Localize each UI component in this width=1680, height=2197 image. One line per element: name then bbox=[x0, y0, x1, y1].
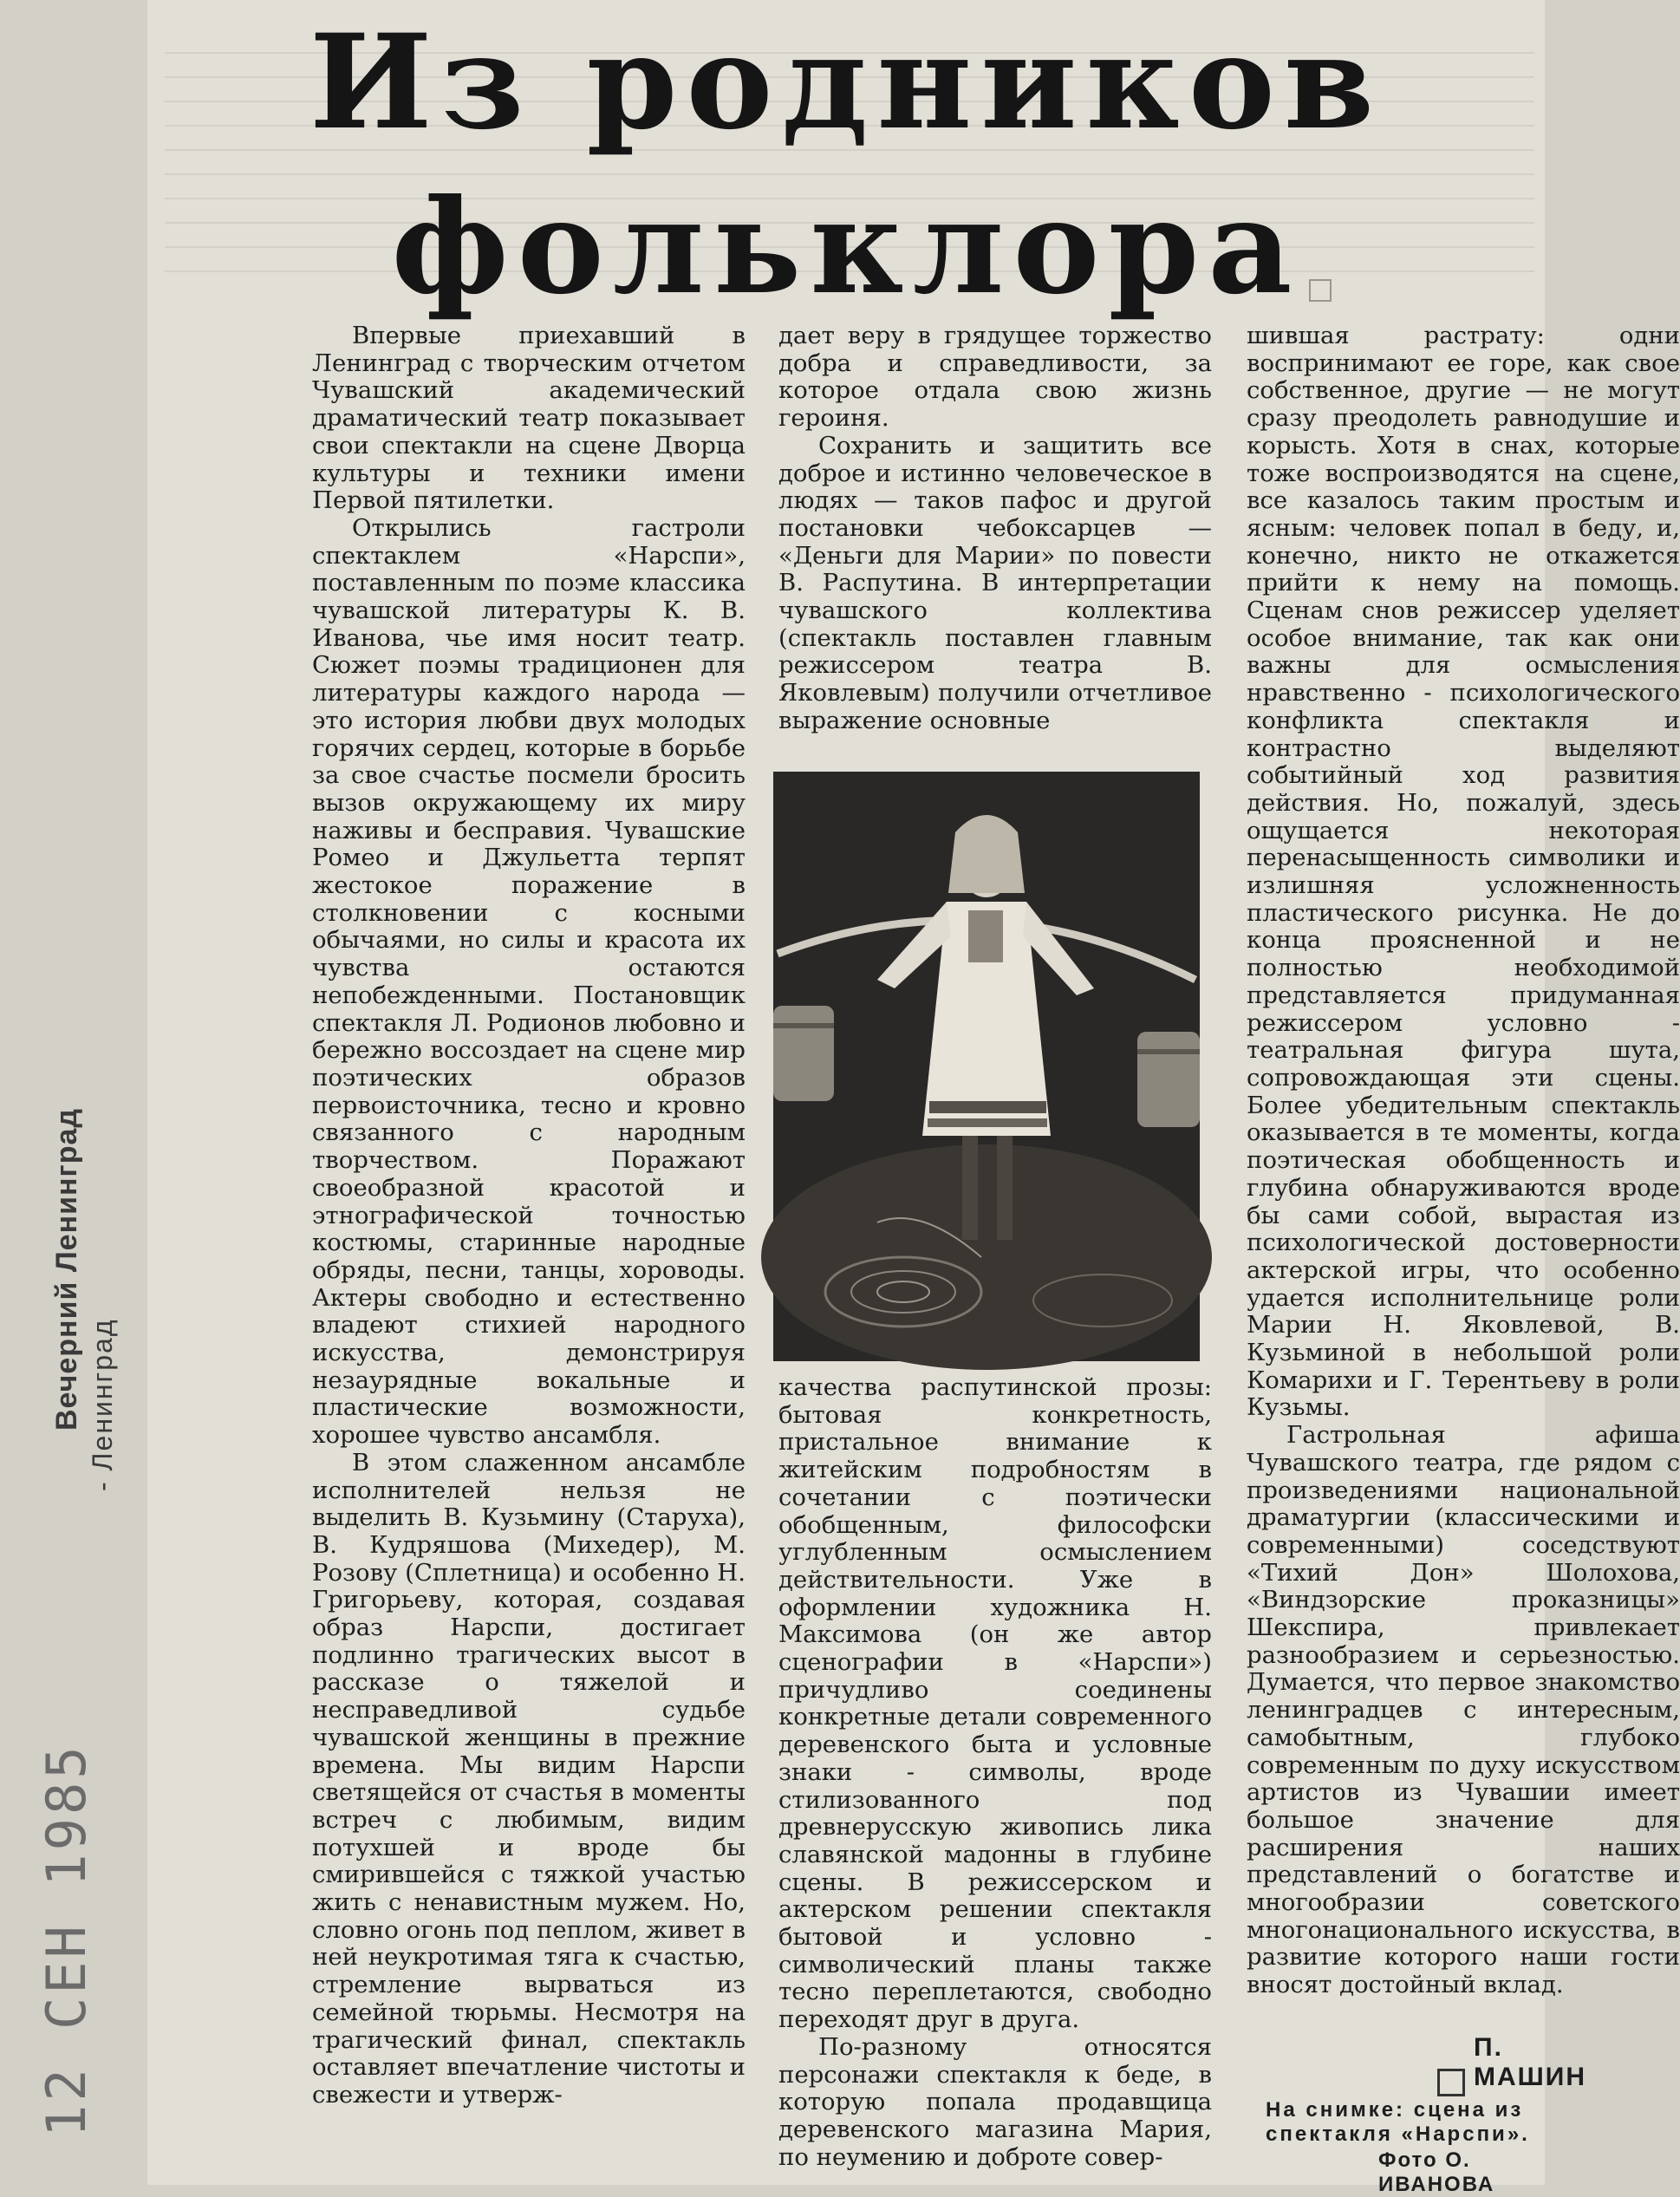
archive-stamp bbox=[0, 0, 147, 2185]
corner-box bbox=[1309, 279, 1332, 302]
paragraph: Впервые приехавший в Ленинград с творческим отчетом Чувашский академический драматический театр показывает свои спектакли на сцене Дворца культуры и техники имени Первой пятилетки. bbox=[312, 322, 746, 515]
article-column-2-top bbox=[778, 323, 1212, 735]
paragraph: дает веру в грядущее торжество добра и справедливости, за которое отдала свою жизнь героиня. bbox=[778, 322, 1212, 433]
paragraph: Гастрольная афиша Чувашского театра, где рядом с произведениями национальной драматургии (классическими и современными) соседствуют «Тихий Дон» Шолохова, «Виндзорские проказницы» Шекспира, привлекает разнообразием и серьезностью. Думается, что первое знакомство ленинградцев с интересным, самобытным, глубоко современным по духу искусством артистов из Чувашии имеет большое значение для расширения наших представлений о богатстве и многообразии советского многонационального искусства, в развитие которого наши гости вносят достойный вклад. bbox=[1247, 1421, 1680, 1999]
stamp-city: - Ленинград bbox=[87, 1318, 118, 1491]
article-column-2-bottom bbox=[778, 1374, 1212, 2171]
newspaper-clipping bbox=[147, 0, 1680, 2196]
photo-credit: Фото О. ИВАНОВА bbox=[1378, 2148, 1495, 2196]
paragraph: По-разному относятся персонажи спектакля к беде, в которую попала продавщица деревенского магазина Мария, по неумению и доброте совер- bbox=[778, 2032, 1212, 2171]
article-column-3 bbox=[1247, 323, 1680, 1999]
headline-line-2: фольклора bbox=[391, 171, 1301, 323]
paragraph: Открылись гастроли спектаклем «Нарспи», поставленным по поэме классика чувашской литературы К. В. Иванова, чье имя носит театр. Сюжет поэмы традиционен для литературы каждого народа — это история любви двух молодых горячих сердец, которые в борьбе за свое счастье посмели бросить вызов окружающему их миру наживы и бесправия. Чувашские Ромео и Джульетта терпят жестокое поражение в столкновении с косными обычаями, но силы и красота их чувства остаются непобежденными. Постановщик спектакля Л. Родионов любовно и бережно воссоздает на сцене мир поэтических образов первоисточника, тесно и кровно связанного с народным творчеством. Поражают своеобразной красотой и этнографической точностью костюмы, старинные народные обряды, песни, танцы, хороводы. Актеры свободно и естественно владеют стихией народного искусства, демонстрируя незаурядные вокальные и пластические возможности, хорошее чувство ансамбля. bbox=[312, 513, 746, 1450]
paragraph: Сохранить и защитить все доброе и истинно человеческое в людях — таков пафос и другой постановки чебоксарцев — «Деньги для Марии» по повести В. Распутина. В интерпретации чувашского коллектива (спектакль поставлен главным режиссером театра В. Яковлевым) получили отчетливое выражение основные bbox=[778, 431, 1212, 734]
performance-photo bbox=[773, 772, 1200, 1361]
headline-line-1: Из родников bbox=[309, 6, 1384, 159]
photo-caption: На снимке: сцена из спектакля «Нарспи». bbox=[1266, 2098, 1530, 2146]
photo-image bbox=[773, 772, 1200, 1361]
author-signature: П. МАШИН bbox=[1474, 2033, 1587, 2091]
stamp-date: 12 СЕН 1985 bbox=[35, 1743, 98, 2137]
separator-box bbox=[1437, 2069, 1465, 2096]
paragraph: качества распутинской прозы: бытовая конкретность, пристальное внимание к житейским подробностям в сочетании с поэтически обобщенным, философски углубленным осмыслением действительности. Уже в оформлении художника Н. Максимова (он же автор сценографии в «Нарспи») причудливо соединены конкретные детали современного деревенского быта и условные знаки - символы, вроде стилизованного под древнерусскую живопись лика славянской мадонны в глубине сцены. В режиссерском и актерском решении спектакля бытовой и условно - символический планы также тесно переплетаются, свободно переходят друг в друга. bbox=[778, 1373, 1212, 2034]
paragraph: В этом слаженном ансамбле исполнителей нельзя не выделить В. Кузьмину (Старуха), В. Кудряшова (Михедер), М. Розову (Сплетница) и особенно Н. Григорьеву, которая, создавая образ Нарспи, достигает подлинно трагических высот в рассказе о тяжелой и несправедливой судьбе чувашской женщины в прежние времена. Мы видим Нарспи светящейся от счастья в моменты встреч с любимым, видим потухшей и вроде бы смирившейся с тяжкой участью жить с ненавистным мужем. Но, словно огонь под пеплом, живет в ней неукротимая тяга к счастью, стремление вырваться из семейной тюрьмы. Несмотря на трагический финал, спектакль оставляет впечатление чистоты и свежести и утверж- bbox=[312, 1448, 746, 2109]
article-column-1 bbox=[312, 323, 746, 2109]
stamp-newspaper: Вечерний Ленинград bbox=[50, 1108, 83, 1431]
paragraph: шившая растрату: одни воспринимают ее горе, как свое собственное, другие — не могут сразу преодолеть равнодушие и корысть. Хотя в снах, которые тоже воспроизводятся на сцене, все казалось таким простым и ясным: человек попал в беду, и, конечно, никто не откажется прийти к нему на помощь. Сценам снов режиссер уделяет особое внимание, так как они важны для осмысления нравственно - психологического конфликта спектакля и контрастно выделяют событийный ход развития действия. Но, пожалуй, здесь ощущается некоторая перенасыщенность символики и излишняя усложненность пластического рисунка. Не до конца проясненной и не полностью необходимой представляется придуманная режиссером условно - театральная фигура шута, сопровождающая эти сцены. Более убедительным спектакль оказывается в те моменты, когда поэтическая обобщенность и глубина обнаруживаются вроде бы сами собой, вырастая из психологической достоверности актерской игры, что особенно удается исполнительнице роли Марии Н. Яковлевой, В. Кузьминой в небольшой роли Комарихи и Г. Терентьеву в роли Кузьмы. bbox=[1247, 322, 1680, 1422]
